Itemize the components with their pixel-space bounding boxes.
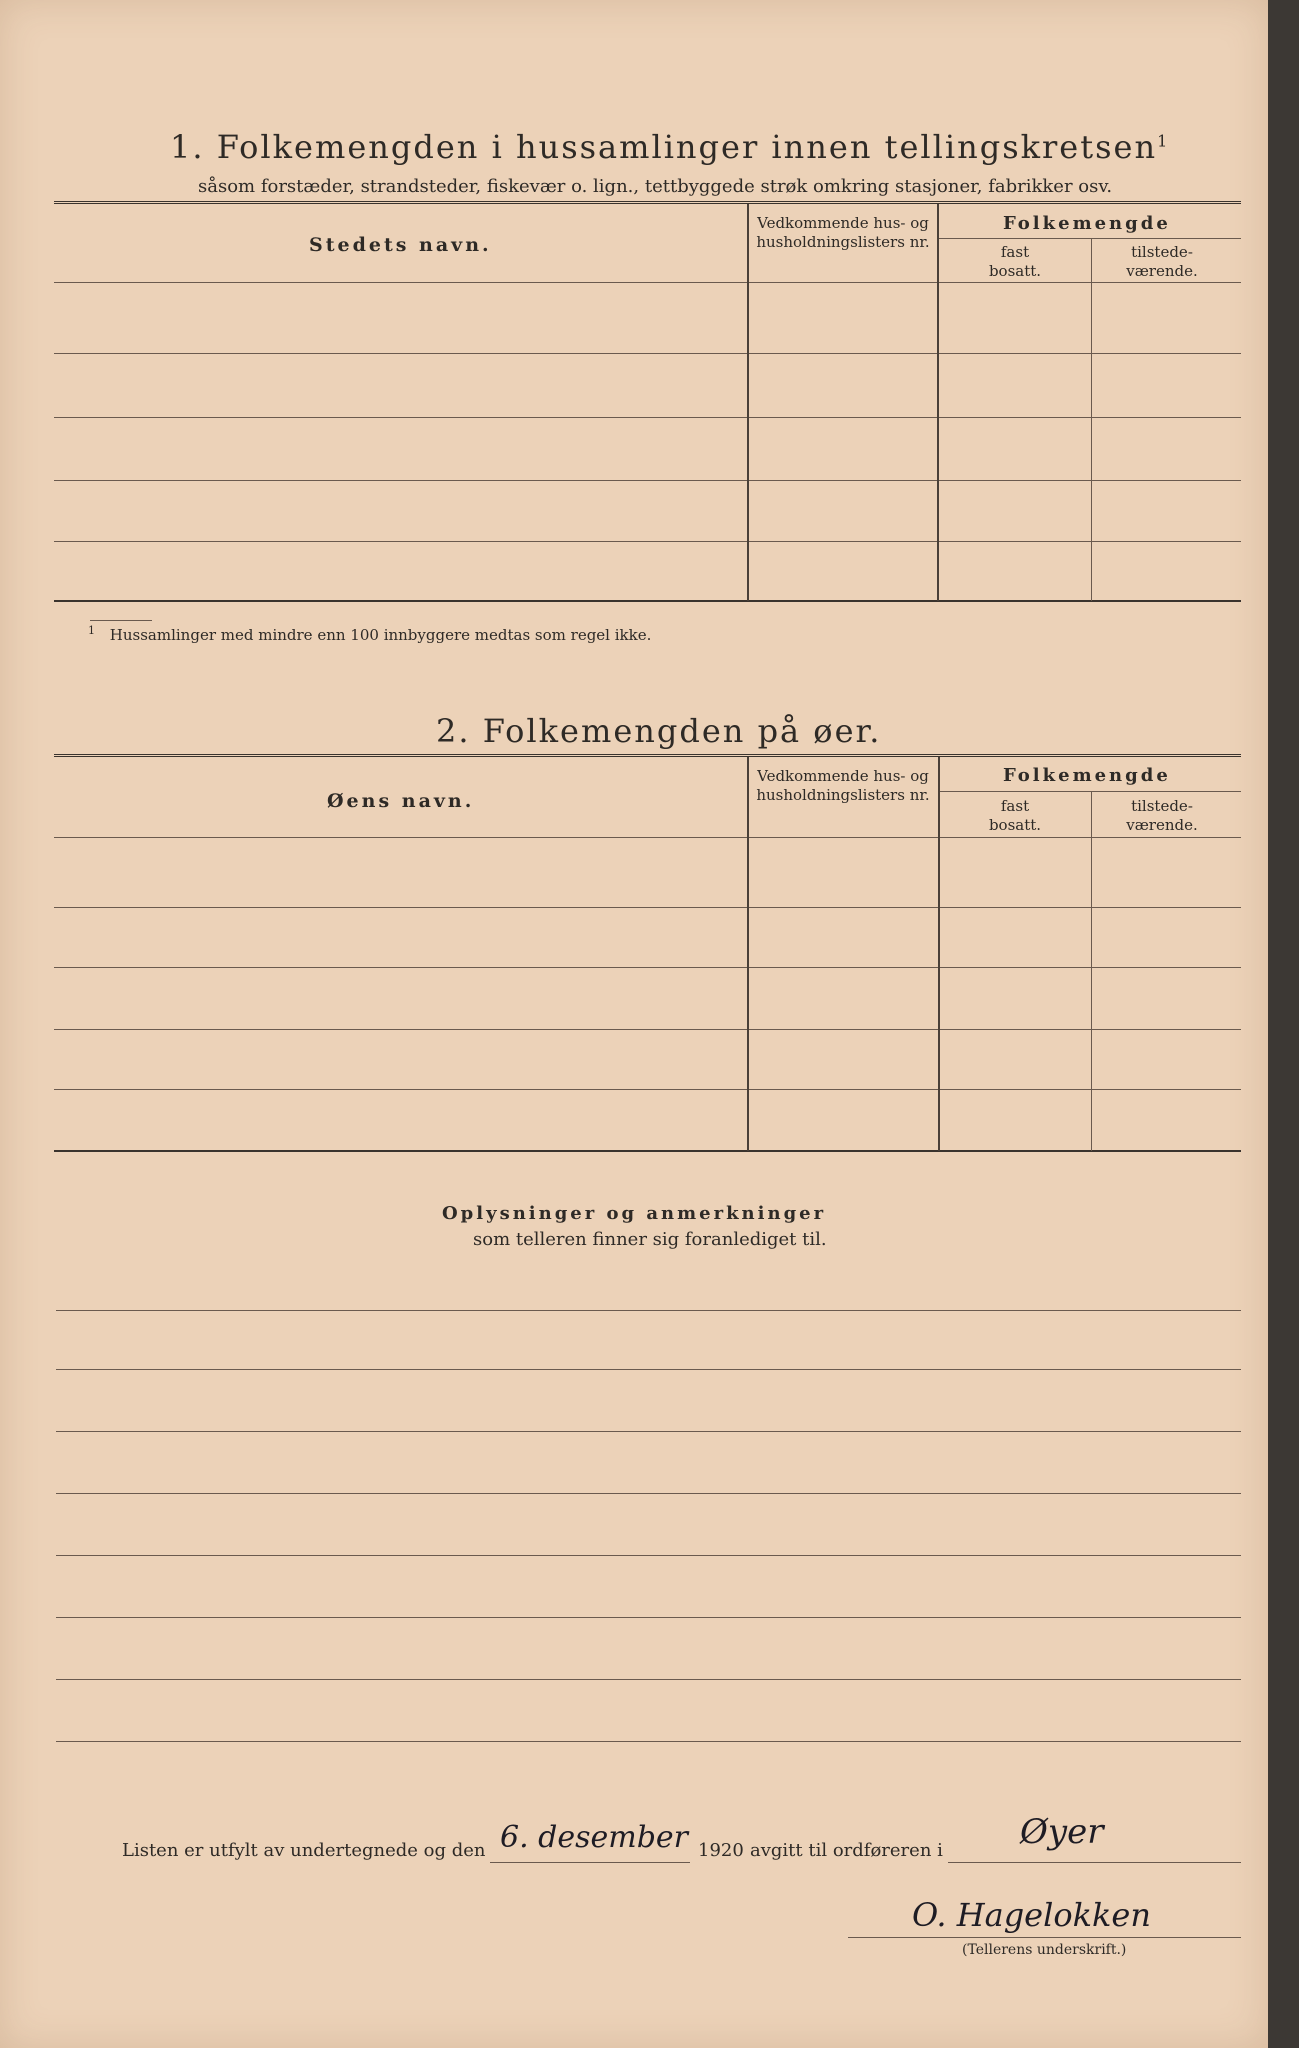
section1-row-rule <box>54 353 1241 354</box>
section2-row-rule <box>54 967 1241 968</box>
remarks-line <box>56 1679 1241 1680</box>
section1-col-list-header: Vedkommende hus- og husholdningslisters nr. <box>756 214 930 251</box>
signature-place-handwritten: Øyer <box>1020 1812 1104 1852</box>
section3-subtitle: som telleren finner sig foranlediget til. <box>473 1229 827 1250</box>
section2-col-pop-header: Folkemengde <box>1003 765 1171 786</box>
remarks-line <box>56 1555 1241 1556</box>
section1-col-name-header: Stedets navn. <box>309 234 492 256</box>
section1-subtitle: såsom forstæder, strandsteder, fiskevær o. lign., tettbyggede strøk omkring stasjoner, fabrikker osv. <box>198 176 1113 197</box>
section2-row-rule <box>54 907 1241 908</box>
remarks-line <box>56 1493 1241 1494</box>
section2-table-top-rule <box>54 754 1241 757</box>
section2-col-name-header: Øens navn. <box>327 790 475 812</box>
section1-row-rule <box>54 417 1241 418</box>
section1-row-rule <box>54 480 1241 481</box>
section1-col-pop-header: Folkemengde <box>1003 213 1171 234</box>
section1-pop-divider <box>938 238 1241 239</box>
section2-col-fast-header: fast bosatt. <box>988 797 1042 834</box>
remarks-line <box>56 1741 1241 1742</box>
section1-col-divider <box>747 204 749 601</box>
section2-col-list-header: Vedkommende hus- og husholdningslisters nr. <box>756 767 930 804</box>
signature-date-handwritten: 6. desember <box>500 1820 689 1855</box>
signature-prefix: Listen er utfylt av undertegnede og den <box>122 1840 486 1861</box>
signature-blank-line <box>848 1937 1241 1938</box>
section2-col-divider <box>938 757 940 1151</box>
section1-footnote <box>88 624 651 644</box>
section2-header-bottom-rule <box>54 837 1241 838</box>
section1-col-divider <box>1091 238 1092 601</box>
date-blank-line <box>490 1862 690 1863</box>
section3-title: Oplysninger og anmerkninger <box>442 1203 827 1224</box>
section2-pop-divider <box>938 791 1241 792</box>
place-blank-line <box>948 1862 1241 1863</box>
signature-caption: (Tellerens underskrift.) <box>962 1942 1127 1958</box>
signature-year: 1920 <box>698 1840 744 1861</box>
signature-middle: avgitt til ordføreren i <box>750 1840 943 1861</box>
remarks-line <box>56 1310 1241 1311</box>
remarks-line <box>56 1617 1241 1618</box>
remarks-line <box>56 1369 1241 1370</box>
section1-row-rule <box>54 541 1241 542</box>
scan-background-edge <box>1268 0 1299 2048</box>
remarks-line <box>56 1431 1241 1432</box>
section1-col-tilstede-header: tilstede-værende. <box>1126 243 1198 280</box>
section1-table-bottom-rule <box>54 600 1241 602</box>
section1-table-top-rule <box>54 201 1241 204</box>
signer-signature: O. Hagelokken <box>912 1896 1151 1934</box>
section2-col-tilstede-header: tilstede-værende. <box>1126 797 1198 834</box>
section1-col-fast-header: fast bosatt. <box>988 243 1042 280</box>
section1-col-divider <box>937 204 939 601</box>
section2-col-divider <box>1091 791 1092 1151</box>
section2-col-divider <box>747 757 749 1151</box>
section2-row-rule <box>54 1029 1241 1030</box>
section1-title-footnote-mark: 1 <box>1157 131 1170 151</box>
section2-table-bottom-rule <box>54 1150 1241 1152</box>
footnote-mark: 1 <box>88 624 95 637</box>
footnote-text: Hussamlinger med mindre enn 100 innbyggere medtas som regel ikke. <box>109 626 652 644</box>
footnote-rule <box>90 620 152 621</box>
section1-title-text: 1. Folkemengden i hussamlinger innen tellingskretsen <box>170 128 1158 166</box>
section2-title: 2. Folkemengden på øer. <box>436 712 882 750</box>
section1-header-bottom-rule <box>54 282 1241 283</box>
section2-row-rule <box>54 1089 1241 1090</box>
section1-title <box>170 128 1169 166</box>
